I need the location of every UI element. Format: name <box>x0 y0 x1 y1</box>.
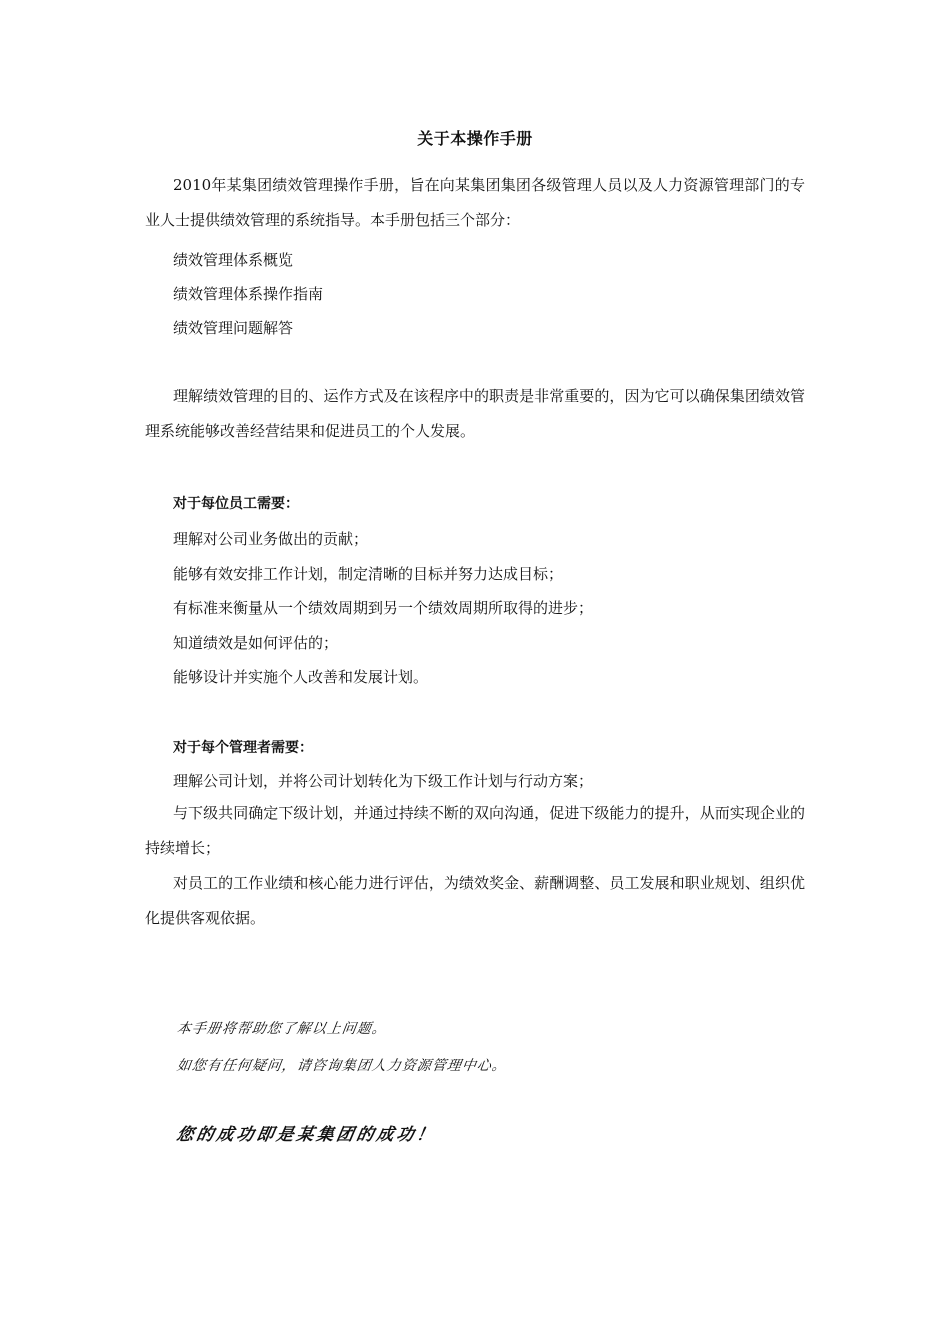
employee-item-2: 能够有效安排工作计划，制定清晰的目标并努力达成目标； <box>173 565 564 583</box>
employees-heading: 对于每位员工需要： <box>173 496 299 512</box>
employee-item-3: 有标准来衡量从一个绩效周期到另一个绩效周期所取得的进步； <box>173 599 594 617</box>
intro-part-1: 绩效管理体系概览 <box>173 251 294 269</box>
purpose-paragraph: 理解绩效管理的目的、运作方式及在该程序中的职责是非常重要的，因为它可以确保集团绩效管理系统能够改善经营结果和促进员工的个人发展。 <box>145 387 805 440</box>
employee-item-4: 知道绩效是如何评估的； <box>173 634 339 652</box>
employee-item-1: 理解对公司业务做出的贡献； <box>173 530 369 548</box>
manager-item-1: 理解公司计划，并将公司计划转化为下级工作计划与行动方案； <box>173 772 594 790</box>
page-title: 关于本操作手册 <box>417 129 533 148</box>
manager-item-2: 与下级共同确定下级计划，并通过持续不断的双向沟通，促进下级能力的提升，从而实现企业的持续增长； <box>145 804 805 857</box>
closing-line-1: 本手册将帮助您了解以上问题。 <box>175 1021 388 1037</box>
intro-part-2: 绩效管理体系操作指南 <box>173 285 324 303</box>
employee-item-5: 能够设计并实施个人改善和发展计划。 <box>173 668 429 686</box>
intro-part-3: 绩效管理问题解答 <box>173 319 294 337</box>
document-page <box>145 0 805 1344</box>
intro-paragraph: 2010年某集团绩效管理操作手册，旨在向某集团集团各级管理人员以及人力资源管理部门的专业人士提供绩效管理的系统指导。本手册包括三个部分： <box>145 176 805 229</box>
closing-slogan: 您的成功即是某集团的成功！ <box>174 1125 439 1145</box>
closing-line-2: 如您有任何疑问，请咨询集团人力资源管理中心。 <box>175 1058 508 1074</box>
manager-item-3: 对员工的工作业绩和核心能力进行评估，为绩效奖金、薪酬调整、员工发展和职业规划、组织优化提供客观依据。 <box>145 874 805 927</box>
managers-heading: 对于每个管理者需要： <box>173 740 313 756</box>
